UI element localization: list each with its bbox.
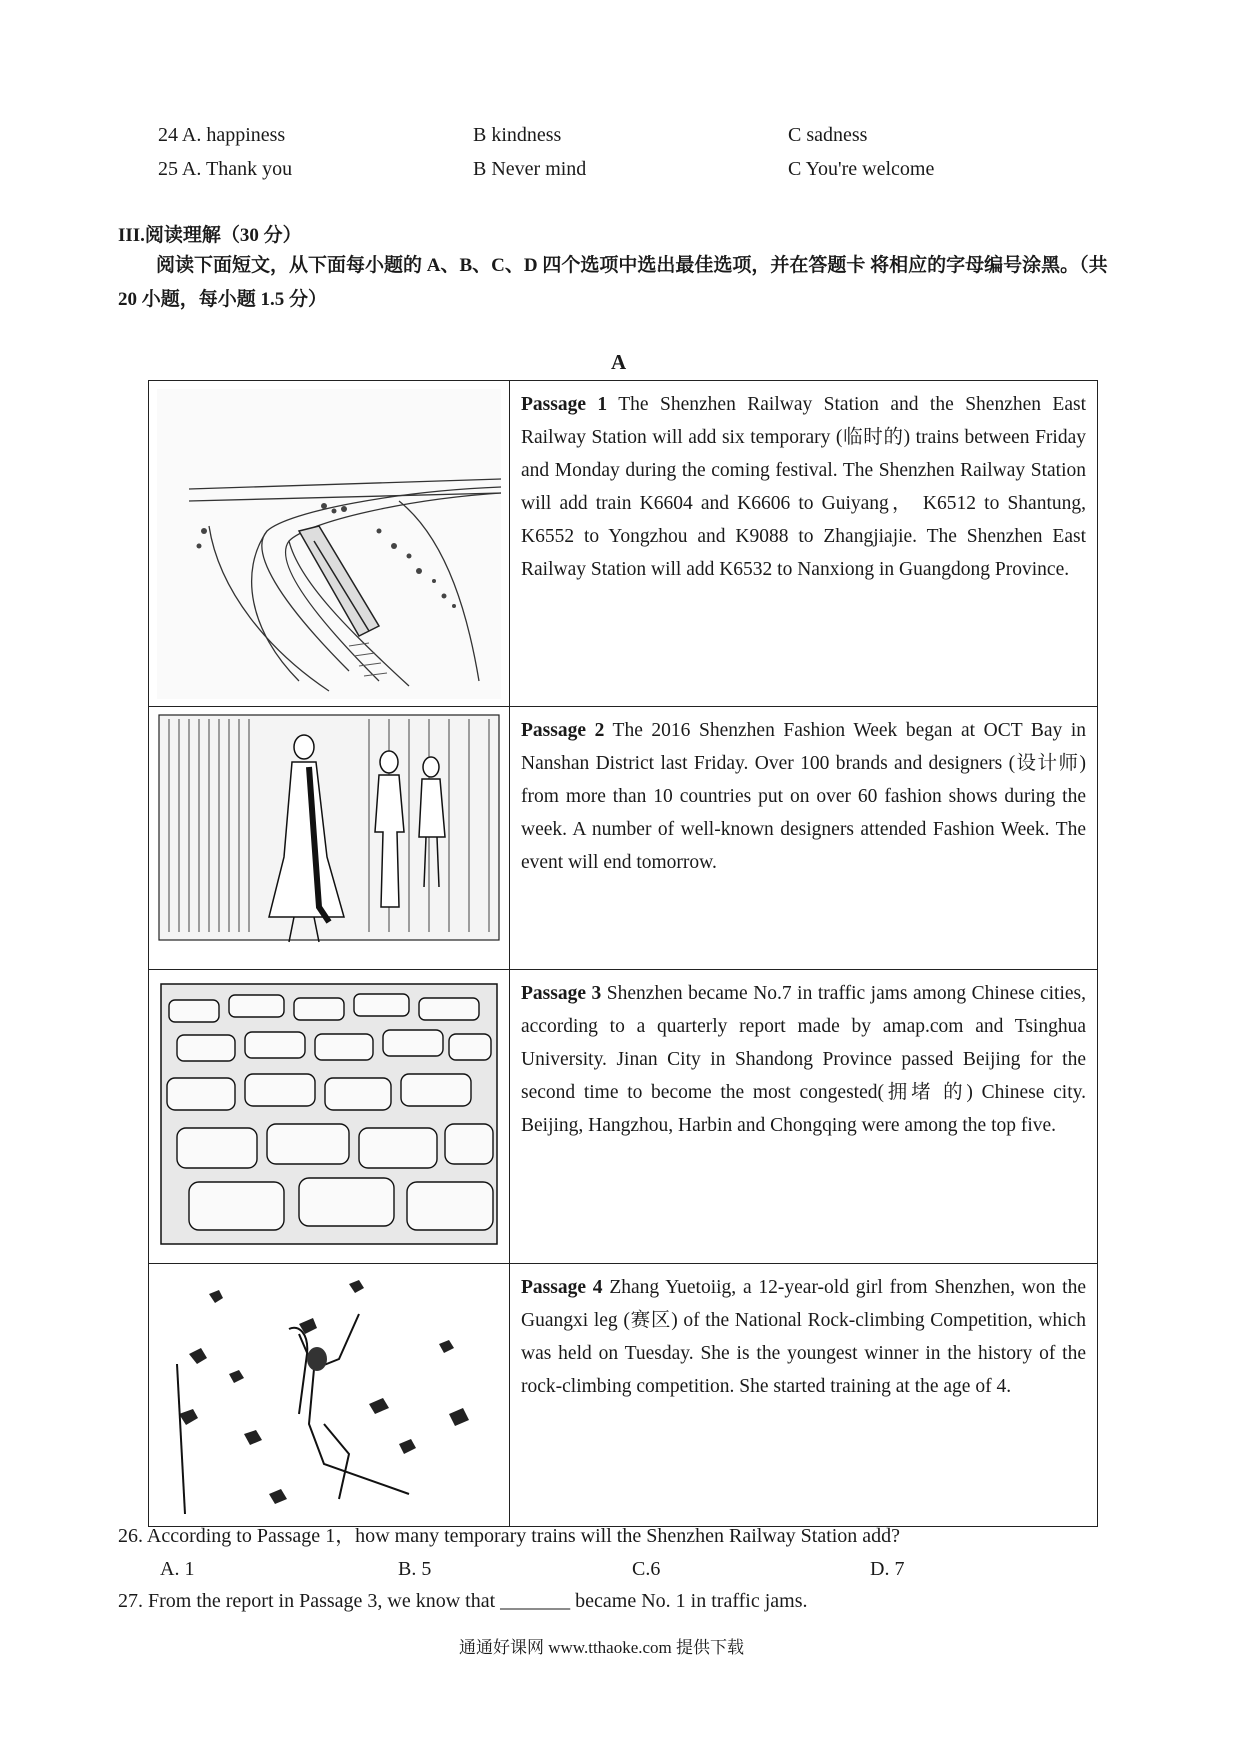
- passage-1-label: Passage 1: [521, 394, 608, 415]
- q25-option-c: C You're welcome: [788, 158, 935, 180]
- part-label: A: [611, 350, 627, 374]
- q25-option-a: 25 A. Thank you: [158, 158, 293, 180]
- page-footer: 通通好课网 www.tthaoke.com 提供下载: [459, 1638, 745, 1657]
- passage-2-image-cell: [149, 707, 510, 970]
- passage-1-text-cell: [510, 381, 1098, 707]
- traffic-jam-illustration: [149, 970, 509, 1263]
- section-instructions: 阅读下面短文，从下面每小题的 A、B、C、D 四个选项中选出最佳选项，并在答题卡 将相应的字母编号涂黑。（共 20 小题，每小题 1.5 分）: [118, 255, 1108, 310]
- rock-climbing-illustration: [149, 1264, 509, 1526]
- question-26-stem: 26. According to Passage 1，how many temporary trains will the Shenzhen Railway Station add?: [118, 1525, 901, 1547]
- question-26-option-b: B. 5: [398, 1558, 432, 1580]
- passage-4-image-cell: [149, 1264, 510, 1527]
- passage-4-label: Passage 4: [521, 1277, 603, 1298]
- question-27-stem: 27. From the report in Passage 3, we know that _______ became No. 1 in traffic jams.: [118, 1590, 808, 1612]
- fashion-show-illustration: [149, 707, 509, 969]
- passages-table: [148, 380, 1098, 1527]
- passage-3-image-cell: [149, 970, 510, 1264]
- passage-3-text: Shenzhen became No.7 in traffic jams among Chinese cities, according to a quarterly report made by amap.com and Tsinghua University. Jinan City in Shandong Province passed Beijing for the second time to become the most congested(拥堵 的) Chinese city. Beijing, Hangzhou, Harbin and Chongqing were among the top five.: [521, 983, 1087, 1136]
- passage-row-1: [149, 381, 1098, 707]
- passage-4-text: Zhang Yuetoiig, a 12-year-old girl from Shenzhen, won the Guangxi leg (赛区) of the National Rock-climbing Competition, which was held on Tuesday. She is the youngest winner in the history of the rock-climbing competition. She started training at the age of 4.: [521, 1277, 1086, 1397]
- question-26-option-d: D. 7: [870, 1558, 905, 1580]
- passage-4-text-cell: [510, 1264, 1098, 1527]
- q24-option-b: B kindness: [473, 124, 562, 146]
- q25-option-b: B Never mind: [473, 158, 587, 180]
- passage-3-text-cell: [510, 970, 1098, 1264]
- passage-1-image-cell: [149, 381, 510, 707]
- section-title: III.阅读理解（30 分）: [118, 225, 302, 246]
- passage-1-text: The Shenzhen Railway Station and the Shenzhen East Railway Station will add six temporary (临时的) trains between Friday and Monday during the coming festival. The Shenzhen Railway Station will add train K6604 and K6606 to Guiyang， K6512 to Shantung, K6552 to Yongzhou and K9088 to Zhangjiajie. The Shenzhen East Railway Station will add K6532 to Nanxiong in Guangdong Province.: [521, 394, 1087, 580]
- question-26-option-a: A. 1: [160, 1558, 195, 1580]
- passage-row-2: [149, 707, 1098, 970]
- q24-option-c: C sadness: [788, 124, 868, 146]
- railway-illustration: [149, 381, 509, 706]
- passage-2-text-cell: [510, 707, 1098, 970]
- passage-row-3: [149, 970, 1098, 1264]
- question-26-option-c: C.6: [632, 1558, 661, 1580]
- passage-row-4: [149, 1264, 1098, 1527]
- passage-2-text: The 2016 Shenzhen Fashion Week began at OCT Bay in Nanshan District last Friday. Over 100 brands and designers (设计师) from more than 10 countries put on over 60 fashion shows during the week. A number of well-known designers attended Fashion Week. The event will end tomorrow.: [521, 720, 1086, 873]
- passage-2-label: Passage 2: [521, 720, 605, 741]
- q24-option-a: 24 A. happiness: [158, 124, 286, 146]
- passage-3-label: Passage 3: [521, 983, 602, 1004]
